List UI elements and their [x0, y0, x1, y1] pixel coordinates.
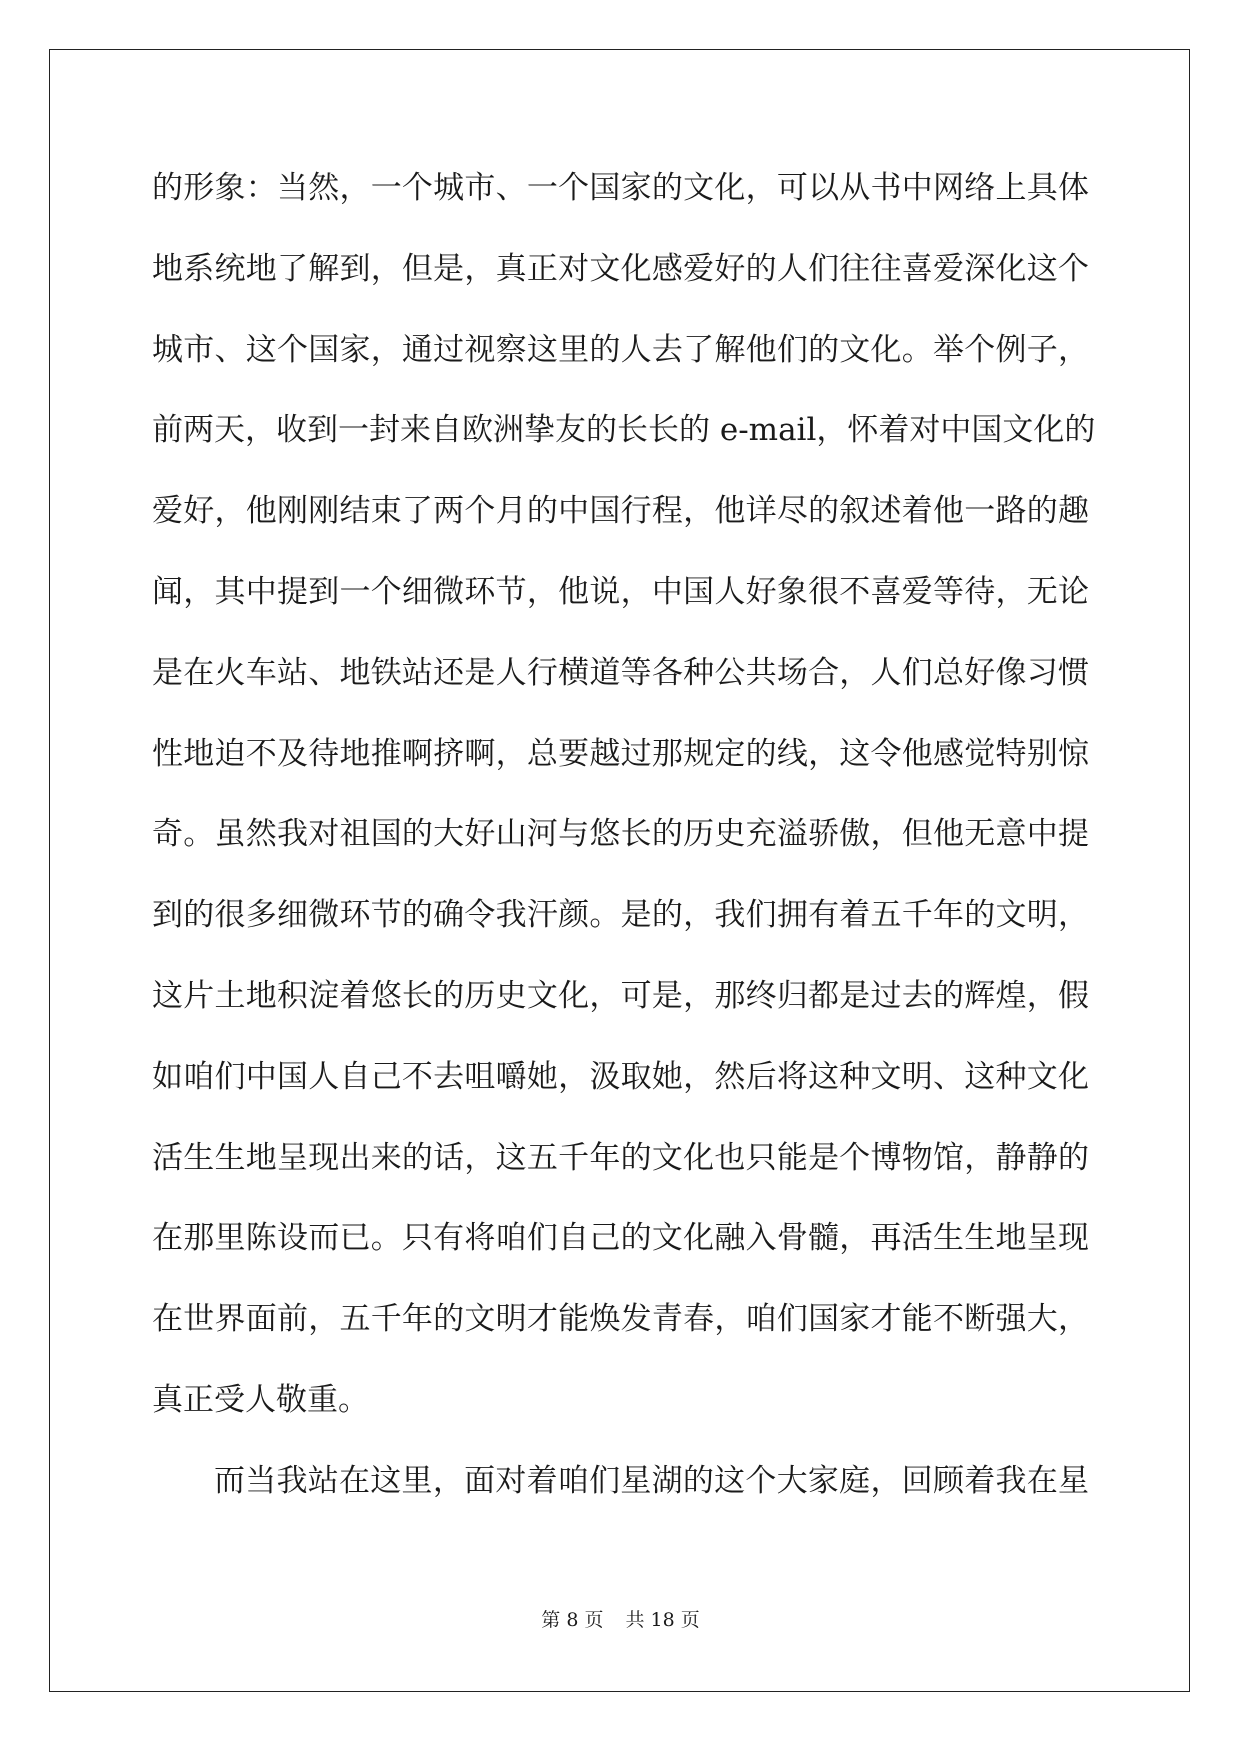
- text-line: 前两天，收到一封来自欧洲挚友的长长的 e-mail，怀着对中国文化的: [152, 412, 1096, 449]
- text-line: 是在火车站、地铁站还是人行横道等各种公共场合，人们总好像习惯: [152, 654, 1089, 691]
- text-line: 如咱们中国人自己不去咀嚼她，汲取她，然后将这种文明、这种文化: [152, 1058, 1089, 1095]
- page-footer: [0, 1605, 1241, 1632]
- page-total: 共 18 页: [625, 1609, 700, 1631]
- text-line: 活生生地呈现出来的话，这五千年的文化也只能是个博物馆，静静的: [152, 1139, 1089, 1176]
- text-line: 性地迫不及待地推啊挤啊，总要越过那规定的线，这令他感觉特别惊: [152, 735, 1089, 772]
- text-line: 的形象：当然，一个城市、一个国家的文化，可以从书中网络上具体: [152, 170, 1089, 206]
- text-line: 在世界面前，五千年的文明才能焕发青春，咱们国家才能不断强大，: [152, 1301, 1089, 1338]
- text-line: 爱好，他刚刚结束了两个月的中国行程，他详尽的叙述着他一路的趣: [152, 493, 1089, 530]
- text-line: 在那里陈设而已。只有将咱们自己的文化融入骨髓，再活生生地呈现: [152, 1220, 1089, 1257]
- page-number: 第 8 页: [541, 1609, 604, 1631]
- text-line: 地系统地了解到，但是，真正对文化感爱好的人们往往喜爱深化这个: [152, 250, 1089, 287]
- text-line: 奇。虽然我对祖国的大好山河与悠长的历史充溢骄傲，但他无意中提: [152, 816, 1089, 853]
- body-text: [152, 158, 1096, 1532]
- text-line: 这片土地积淀着悠长的历史文化，可是，那终归都是过去的辉煌，假: [152, 977, 1089, 1014]
- text-line-paragraph-start: 而当我站在这里，面对着咱们星湖的这个大家庭，回顾着我在星: [214, 1462, 1089, 1499]
- text-line-paragraph-end: 真正受人敬重。: [152, 1381, 369, 1418]
- text-line: 闻，其中提到一个细微环节，他说，中国人好象很不喜爱等待，无论: [152, 573, 1089, 610]
- text-line: 城市、这个国家，通过视察这里的人去了解他们的文化。举个例子，: [152, 331, 1089, 368]
- text-line: 到的很多细微环节的确令我汗颜。是的，我们拥有着五千年的文明，: [152, 897, 1089, 934]
